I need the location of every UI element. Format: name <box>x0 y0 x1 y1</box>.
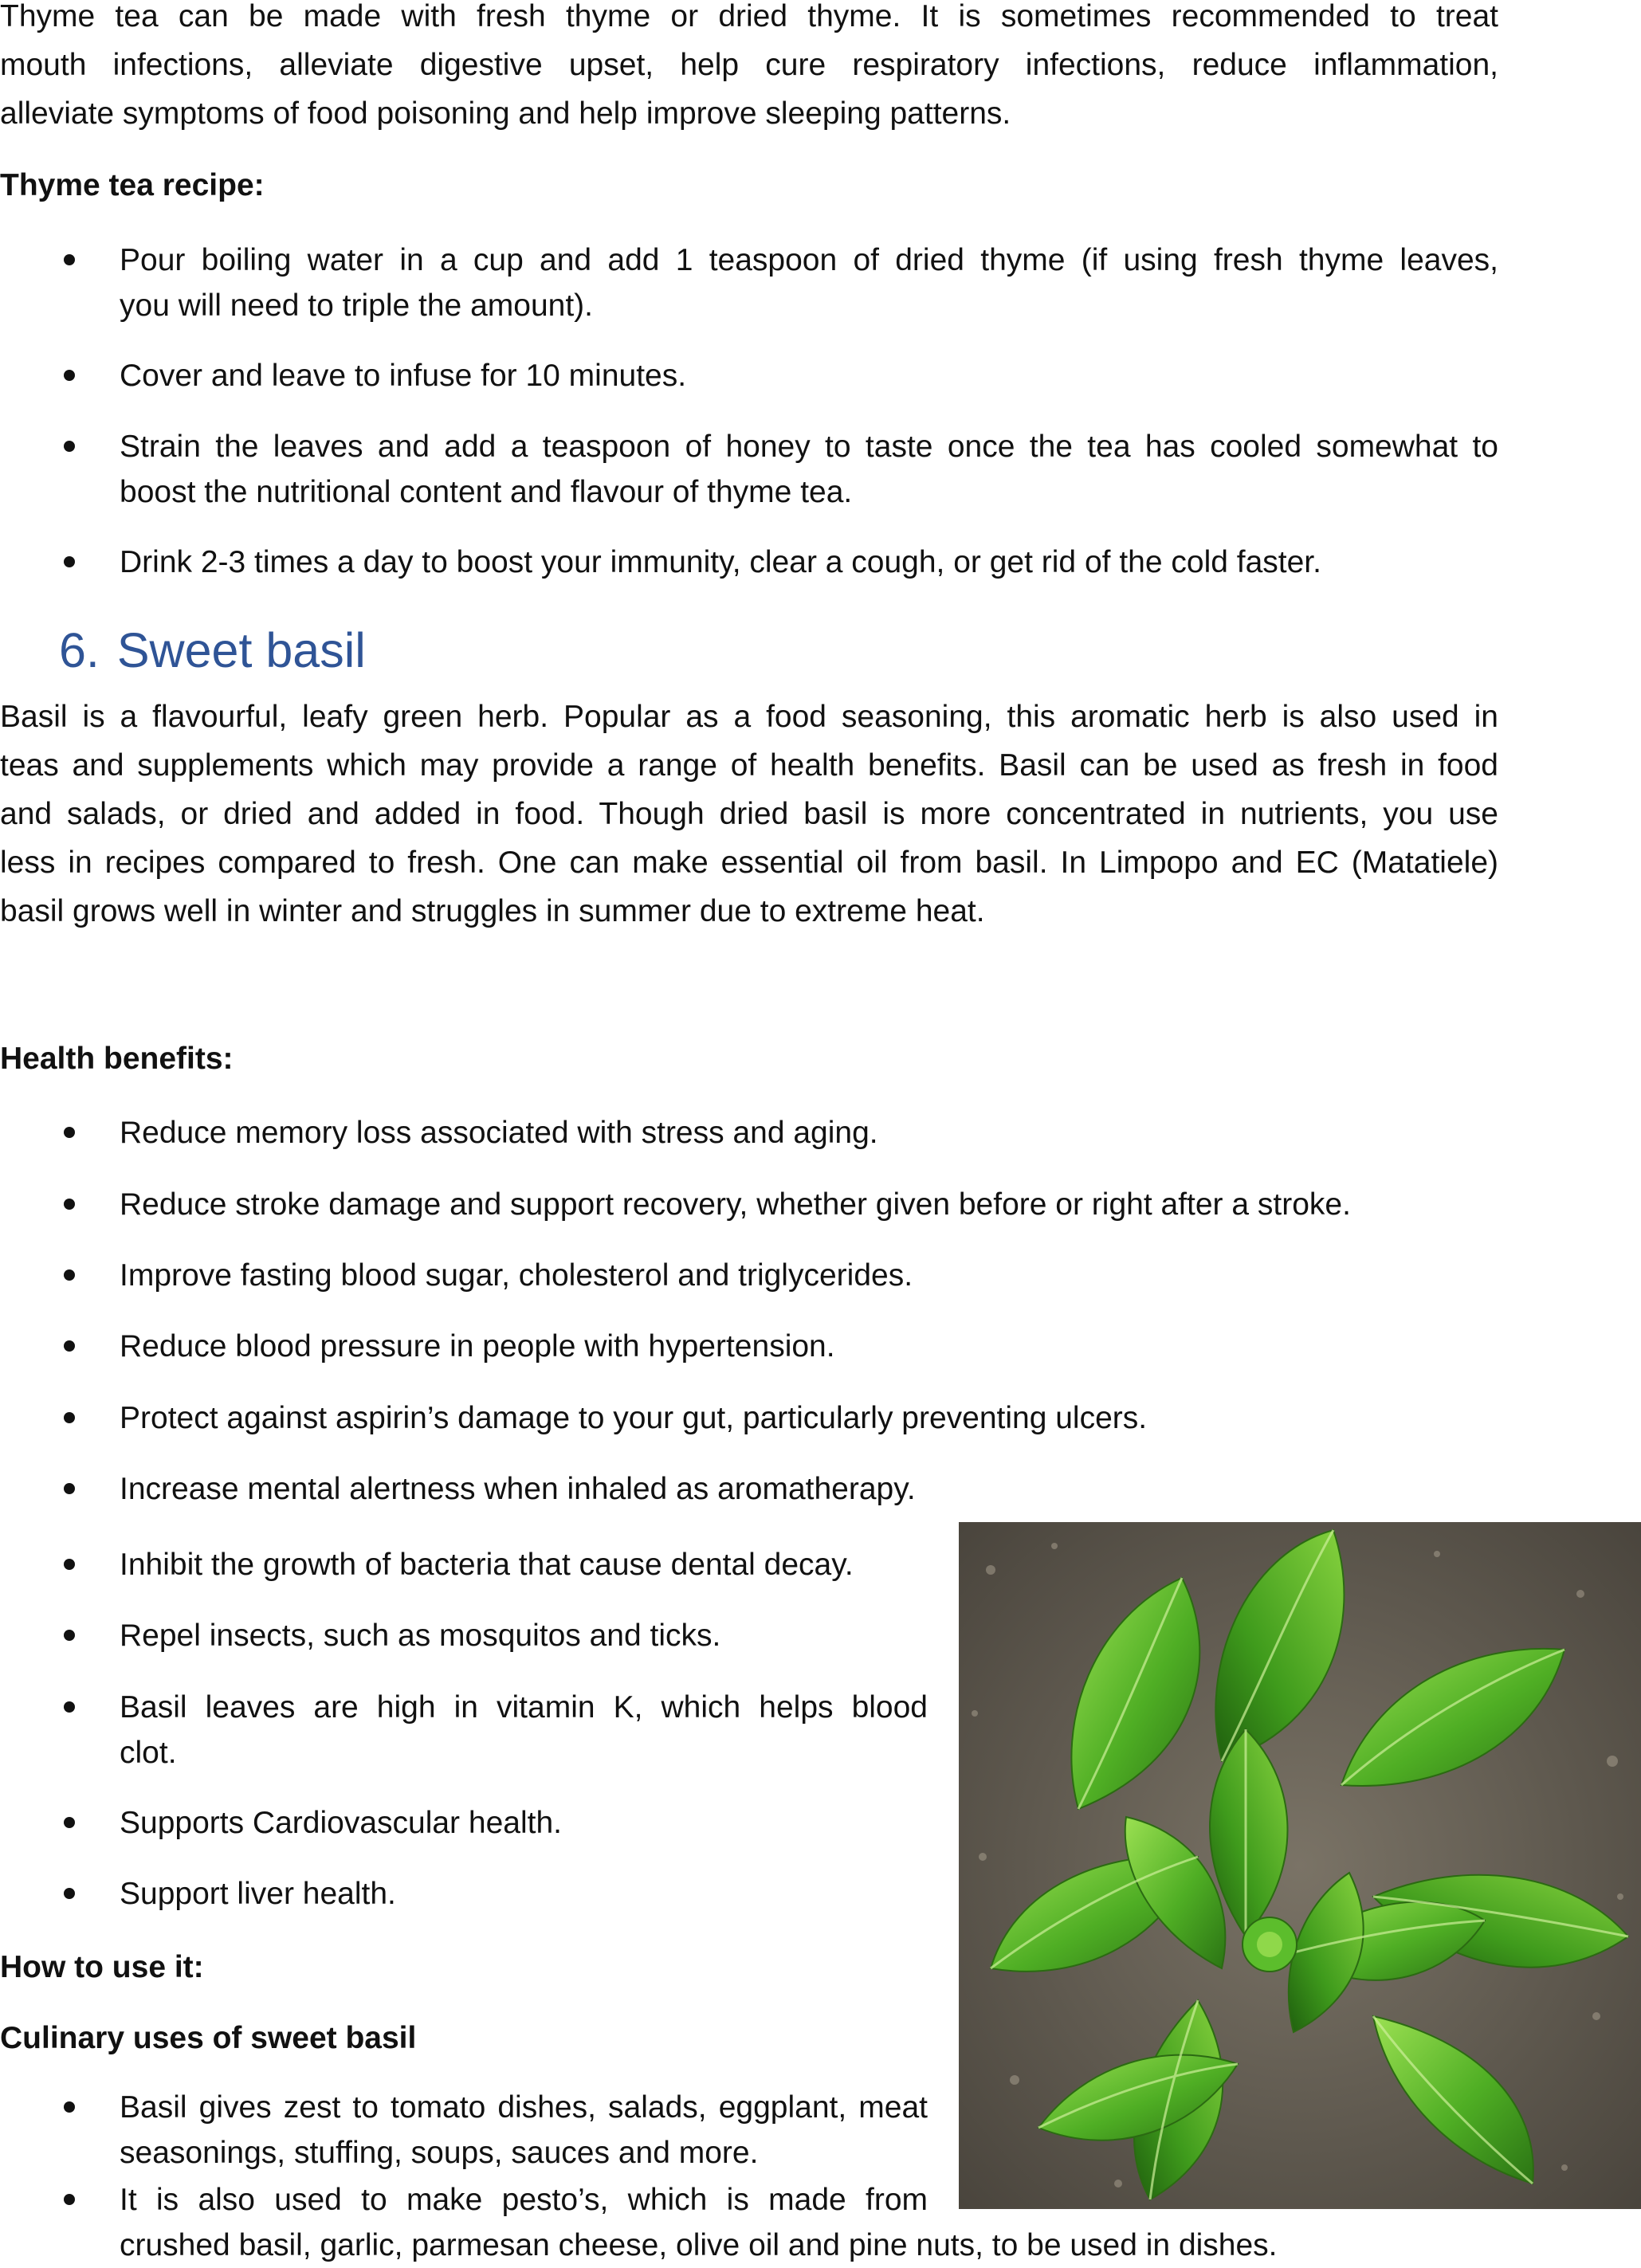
section-title: Sweet basil <box>116 623 366 677</box>
bullet-icon <box>64 1269 75 1281</box>
bullet-icon <box>64 1888 75 1899</box>
basil-intro-line-4: less in recipes compared to fresh. One can make essential oil from basil. In Limpopo and EC (Matatiele) <box>0 846 1498 880</box>
bullet-icon <box>64 1483 75 1494</box>
bullet-icon <box>64 1559 75 1570</box>
bullet-icon <box>64 1340 75 1352</box>
basil-intro-line-3: and salads, or dried and added in food. Though dried basil is more concentrated in nutrients, you use <box>0 797 1498 831</box>
bullet-icon <box>64 370 75 381</box>
bullet-icon <box>64 1817 75 1828</box>
bullet-icon <box>64 1412 75 1423</box>
basil-intro-line-2: teas and supplements which may provide a range of health benefits. Basil can be used as fresh in food <box>0 748 1498 783</box>
bullet-icon <box>64 1199 75 1210</box>
how-to-use-heading: How to use it: <box>0 1950 204 1984</box>
document-page: Thyme tea can be made with fresh thyme or dried thyme. It is sometimes recommended to treat mouth infections, alleviate digestive upset, help cure respiratory infections, reduce inflammation, alleviate symptoms of food poisoning and help improve sleeping patterns. Thyme tea recipe: Pour boiling water in a cup and add 1 teaspoon of dried thyme (if using fresh thyme leaves, you will need to triple the amount). Cover and leave to infuse for 10 minutes. Strain the leaves and add a teaspoon of honey to taste once the tea has cooled somewhat to boost the nutritional content and flavour of thyme tea. Drink 2-3 times a day to boost your immunity, clear a cough, or get rid of the cold faster. 6. Sweet basil Basil is a flavourful, leafy green herb. Popular as a food seasoning, this aromatic herb is also used in teas and supplements which may provide a range of health benefits. Basil can be used as fresh in food and salads, or dried and added in food. Though dried basil is more concentrated in nutrients, you use less in recipes compared to fresh. One can make essential oil from basil. In Limpopo and EC (Matatiele) basil grows well in winter and struggles in summer due to extreme heat. Health benefits: Reduce memory loss associated with stress and aging. Reduce stroke damage and support recovery, whether given before or right after a stroke. Improve fasting blood sugar, cholesterol and triglycerides. Reduce blood pressure in people with hypertension. Protect against aspirin’s damage to your gut, particularly preventing ulcers. Increase mental alertness when inhaled as aromatherapy. Inhibit the growth of bacteria that cause dental decay. Repel insects, such as mosquitos and ticks. Basil leaves are high in vitamin K, which helps blood clot. Supports Cardiovascular health. Support liver health. How to use it: Culinary uses of sweet basil Basil gives zest to tomato dishes, salads, eggplant, meat seasonings, stuffing, soups, sauces and more. It is also used to make pesto’s, which is made from crushed basil, garlic, parmesan cheese, olive oil and pine nuts, to be used in dishes. <box>0 0 1641 2263</box>
basil-plant-photo <box>959 1522 1641 2209</box>
intro-line-2: mouth infections, alleviate digestive upset, help cure respiratory infections, reduce inflammation, <box>0 48 1498 82</box>
thyme-recipe-heading: Thyme tea recipe: <box>0 168 265 202</box>
bullet-icon <box>64 1630 75 1641</box>
bullet-icon <box>64 1127 75 1138</box>
section-number: 6. <box>59 623 100 677</box>
bullet-icon <box>64 254 75 265</box>
intro-line-3: alleviate symptoms of food poisoning and help improve sleeping patterns. <box>0 96 1011 131</box>
bullet-icon <box>64 441 75 452</box>
basil-intro-line-1: Basil is a flavourful, leafy green herb. Popular as a food seasoning, this aromatic herb is also used in <box>0 700 1498 734</box>
intro-line-1: Thyme tea can be made with fresh thyme or dried thyme. It is sometimes recommended to treat <box>0 0 1498 33</box>
bullet-icon <box>64 1701 75 1713</box>
bullet-icon <box>64 556 75 567</box>
culinary-uses-heading: Culinary uses of sweet basil <box>0 2021 417 2055</box>
section-heading-sweet-basil <box>59 620 366 681</box>
bullet-icon <box>64 2101 75 2113</box>
basil-plant-icon <box>959 1522 1641 2209</box>
health-benefits-heading: Health benefits: <box>0 1042 234 1076</box>
basil-intro-line-5: basil grows well in winter and struggles in summer due to extreme heat. <box>0 894 985 928</box>
bullet-icon <box>64 2194 75 2205</box>
